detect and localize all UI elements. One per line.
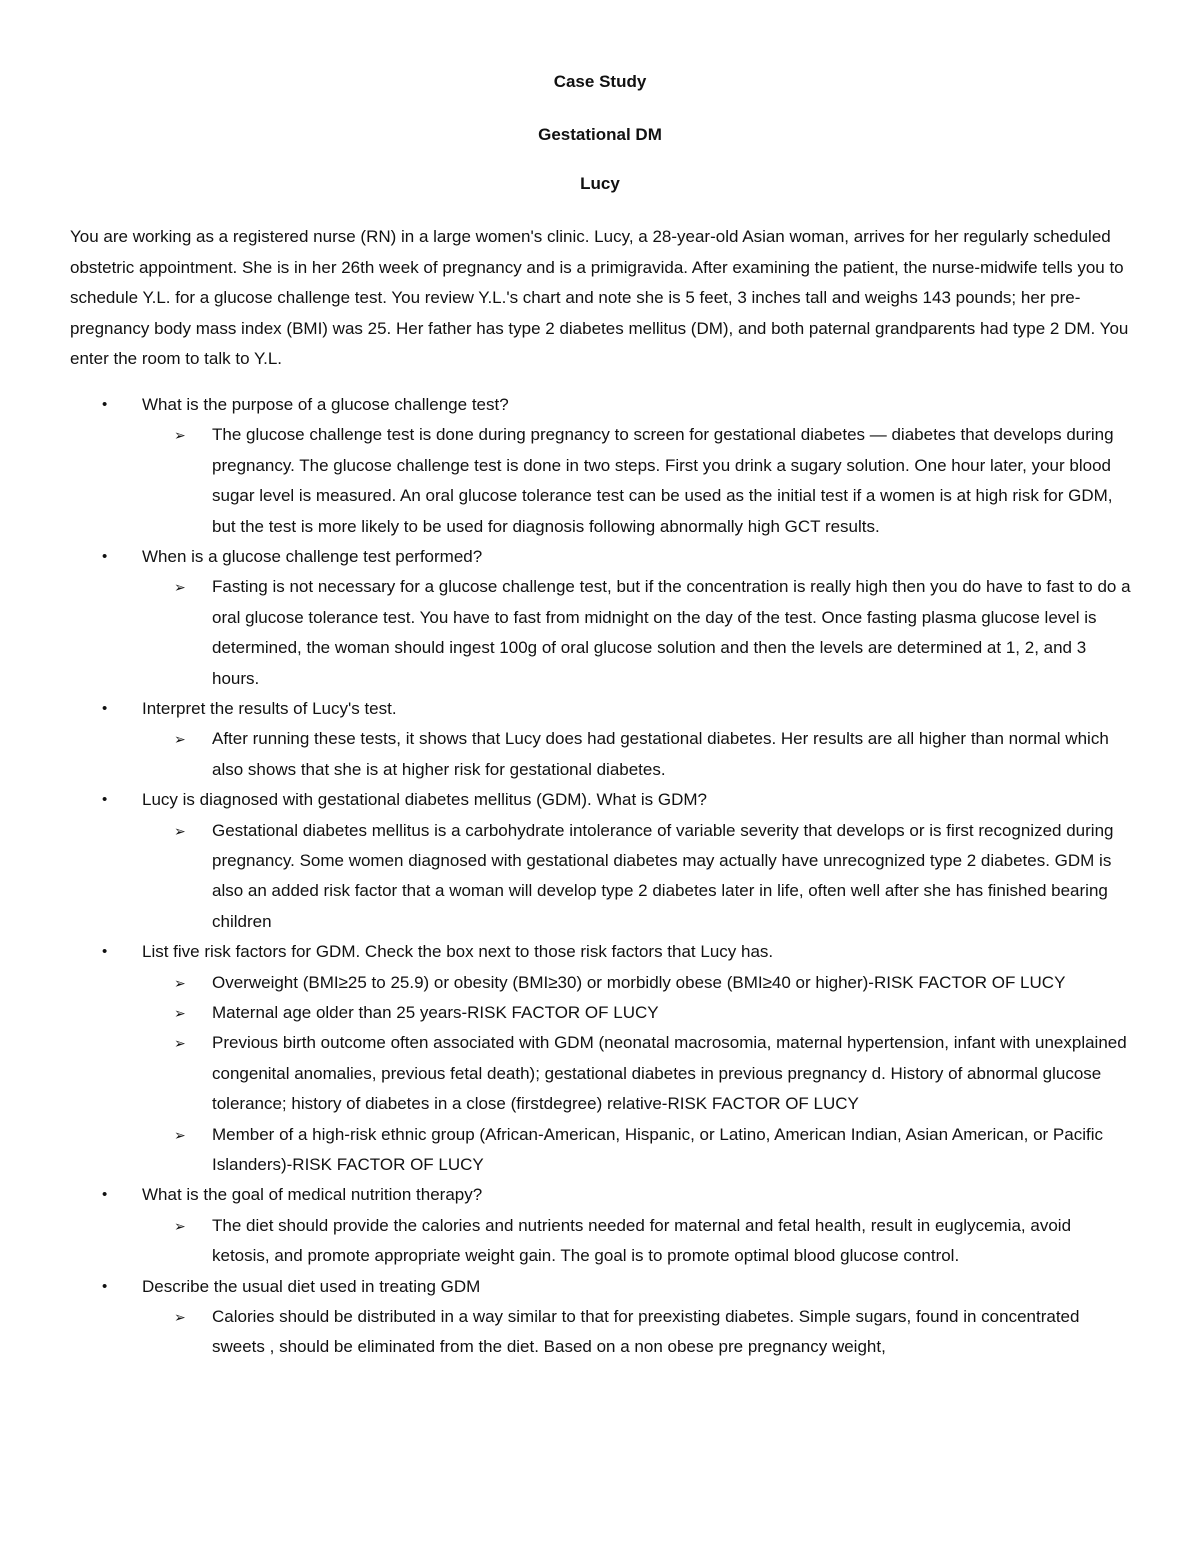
answer-item — [0, 1028, 1200, 1119]
arrow-bullet-icon: ➢ — [174, 427, 186, 444]
answer-item — [0, 724, 1200, 785]
answer-text: After running these tests, it shows that Lucy does had gestational diabetes. Her results are all higher than normal which also shows that she is at higher risk for gestational diabetes. — [212, 729, 1109, 779]
question-text: Interpret the results of Lucy's test. — [142, 699, 397, 719]
bullet-icon: • — [102, 548, 108, 566]
answer-item — [0, 1211, 1200, 1272]
answer-text: Overweight (BMI≥25 to 25.9) or obesity (BMI≥30) or morbidly obese (BMI≥40 or higher)-RISK FACTOR OF LUCY — [212, 972, 1066, 992]
arrow-bullet-icon: ➢ — [174, 1309, 186, 1326]
document-subtitle: Gestational DM — [538, 125, 662, 144]
bullet-icon: • — [102, 700, 108, 718]
question-text: Lucy is diagnosed with gestational diabetes mellitus (GDM). What is GDM? — [142, 790, 708, 810]
question-text: List five risk factors for GDM. Check the box next to those risk factors that Lucy has. — [142, 942, 774, 962]
arrow-bullet-icon: ➢ — [174, 579, 186, 596]
question-text: Describe the usual diet used in treating GDM — [142, 1276, 481, 1296]
question-row — [0, 390, 1200, 420]
arrow-bullet-icon: ➢ — [174, 731, 186, 748]
arrow-bullet-icon: ➢ — [174, 1005, 186, 1022]
question-row — [0, 1272, 1200, 1302]
bullet-icon: • — [102, 1277, 108, 1295]
question-text: What is the purpose of a glucose challenge test? — [142, 395, 509, 414]
question-item — [0, 937, 1200, 1180]
question-text: When is a glucose challenge test performed? — [142, 547, 483, 567]
question-item — [0, 390, 1200, 542]
question-item — [0, 694, 1200, 785]
question-text: What is the goal of medical nutrition therapy? — [142, 1185, 483, 1205]
answer-item — [0, 968, 1200, 998]
answer-item — [0, 1302, 1200, 1363]
answer-item — [0, 998, 1200, 1028]
arrow-bullet-icon: ➢ — [174, 1217, 186, 1234]
document-title: Case Study — [553, 72, 647, 91]
answer-text: Gestational diabetes mellitus is a carbohydrate intolerance of variable severity that develops or is first recognized during pregnancy. Some women diagnosed with gestational diabetes may actually have unrecognized type 2 diabetes. GDM is also an added risk factor that a woman will develop type 2 diabetes later in life, often well after she has finished bearing children — [212, 820, 1114, 931]
arrow-bullet-icon: ➢ — [174, 1035, 186, 1052]
arrow-bullet-icon: ➢ — [174, 822, 186, 839]
bullet-icon: • — [102, 396, 108, 413]
question-item — [0, 1272, 1200, 1363]
answer-item — [0, 420, 1200, 542]
answer-text: The diet should provide the calories and nutrients needed for maternal and fetal health, result in euglycemia, avoid ketosis, and promote appropriate weight gain. The goal is to promote optimal blood glucose control. — [212, 1215, 1072, 1266]
question-row — [0, 694, 1200, 724]
question-item — [0, 785, 1200, 937]
question-item — [0, 1180, 1200, 1271]
question-item — [0, 542, 1200, 694]
answer-item — [0, 572, 1200, 694]
question-row — [0, 542, 1200, 572]
patient-name-heading: Lucy — [580, 174, 620, 193]
case-intro-paragraph: You are working as a registered nurse (RN) in a large women's clinic. Lucy, a 28-year-old Asian woman, arrives for her regularly scheduled obstetric appointment. She is in her 26th week of pregnancy and is a primigravida. After examining the patient, the nurse-midwife tells you to schedule Y.L. for a glucose challenge test. You review Y.L.'s chart and note she is 5 feet, 3 inches tall and weighs 143 pounds; her pre-pregnancy body mass index (BMI) was 25. Her father has type 2 diabetes mellitus (DM), and both paternal grandparents had type 2 DM. You enter the room to talk to Y.L. — [70, 227, 1129, 368]
question-row — [0, 937, 1200, 967]
arrow-bullet-icon: ➢ — [174, 974, 186, 991]
answer-text: Previous birth outcome often associated with GDM (neonatal macrosomia, maternal hypertension, infant with unexplained congenital anomalies, previous fetal death); gestational diabetes in previous pregnancy d. History of abnormal glucose tolerance; history of diabetes in a close (firstdegree) relative-RISK FACTOR OF LUCY — [212, 1033, 1127, 1114]
question-row — [0, 1180, 1200, 1210]
bullet-icon: • — [102, 943, 108, 961]
answer-text: Calories should be distributed in a way similar to that for preexisting diabetes. Simple sugars, found in concentrated sweets , should be eliminated from the diet. Based on a non obese pre pregnancy weight, — [212, 1307, 1080, 1357]
answer-text: Member of a high-risk ethnic group (African-American, Hispanic, or Latino, American Indian, Asian American, or Pacific Islanders)-RISK FACTOR OF LUCY — [212, 1124, 1104, 1175]
bullet-icon: • — [102, 1186, 108, 1204]
bullet-icon: • — [102, 791, 108, 809]
answer-text: The glucose challenge test is done during pregnancy to screen for gestational diabetes — diabetes that develops during pregnancy. The glucose challenge test is done in two steps. First you drink a sugary solution. One hour later, your blood sugar level is measured. An oral glucose tolerance test can be used as the initial test if a women is at high risk for GDM, but the test is more likely to be used for diagnosis following abnormally high GCT results. — [212, 425, 1114, 536]
answer-text: Fasting is not necessary for a glucose challenge test, but if the concentration is really high then you do have to fast to do a oral glucose tolerance test. You have to fast from midnight on the day of the test. Once fasting plasma glucose level is determined, the woman should ingest 100g of oral glucose solution and then the levels are determined at 1, 2, and 3 hours. — [212, 577, 1131, 688]
question-row — [0, 785, 1200, 815]
answer-item — [0, 816, 1200, 938]
answer-text: Maternal age older than 25 years-RISK FACTOR OF LUCY — [212, 1003, 659, 1023]
answer-item — [0, 1120, 1200, 1181]
question-list — [0, 390, 1200, 1363]
arrow-bullet-icon: ➢ — [174, 1126, 186, 1143]
